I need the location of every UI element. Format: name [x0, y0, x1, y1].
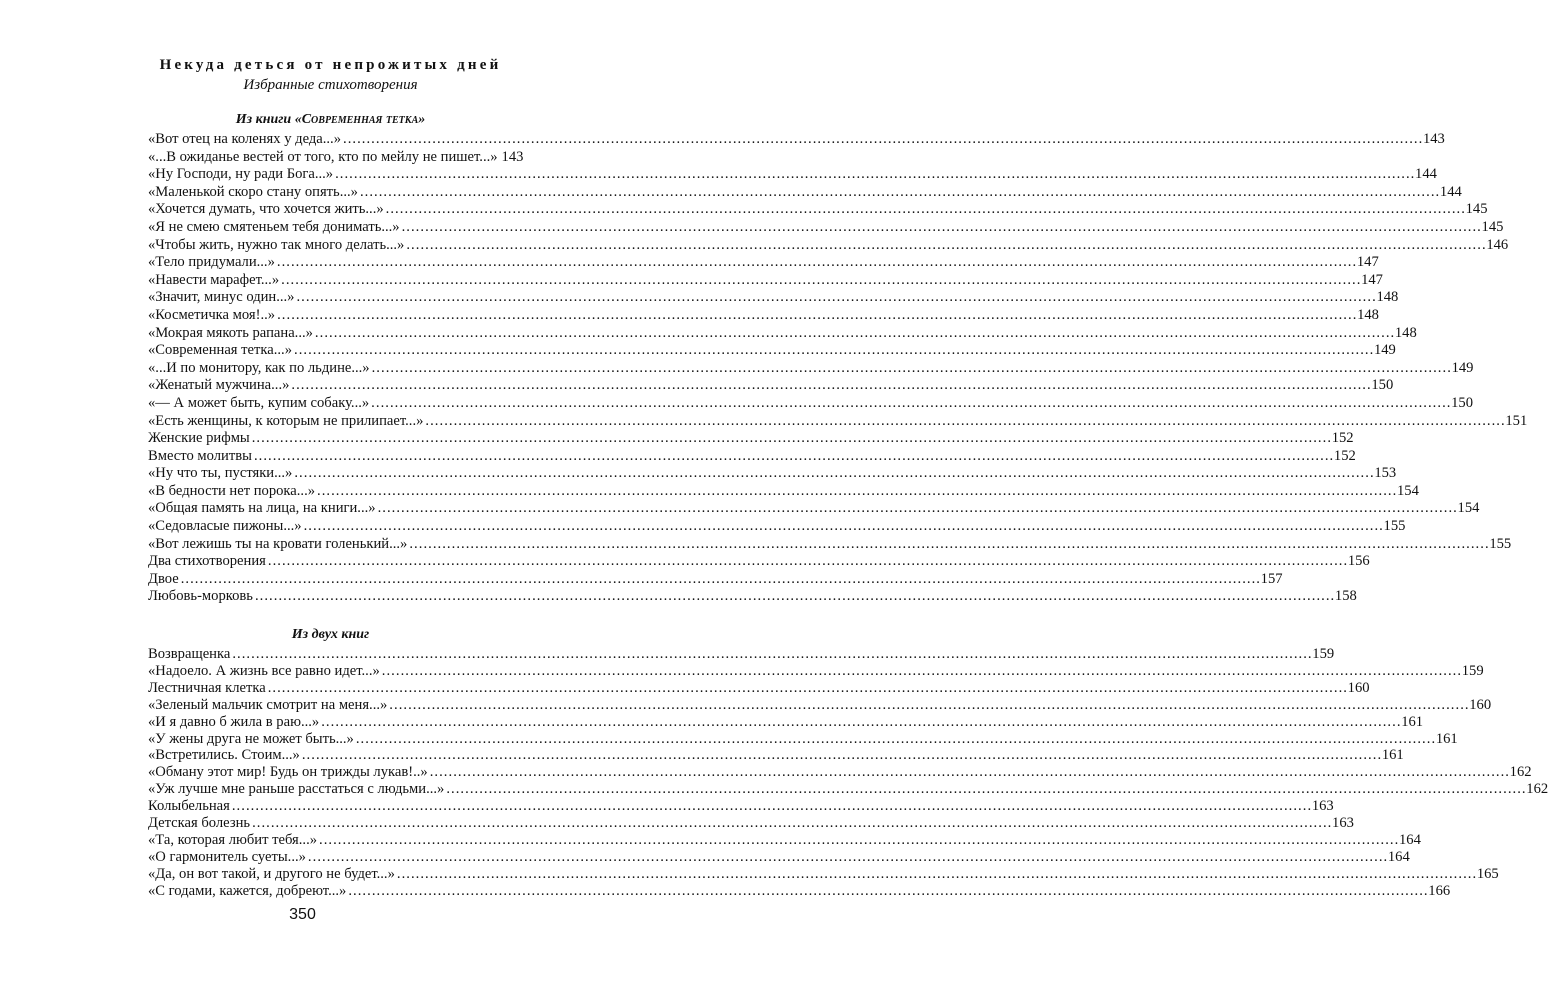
- entry-title: «Ну Господи, ну ради Бога...»: [148, 166, 334, 183]
- dot-leader: [232, 798, 1310, 815]
- toc-entry: [148, 254, 1379, 272]
- toc-entry: [148, 553, 1370, 571]
- dot-leader: [372, 360, 1450, 378]
- dot-leader: [291, 377, 1369, 395]
- entry-title: «У жены друга не может быть...»: [148, 730, 354, 747]
- entry-page: 154: [1457, 500, 1480, 517]
- entry-page: 144: [1415, 166, 1437, 183]
- entry-page: 149: [1451, 359, 1474, 376]
- entry-title: «Есть женщины, к которым не прилипает...»: [148, 412, 424, 429]
- entry-title: Любовь-морковь: [148, 588, 253, 605]
- dot-leader: [308, 849, 1386, 866]
- dot-leader: [255, 588, 1333, 606]
- entry-page: 155: [1383, 518, 1406, 535]
- dot-leader: [302, 747, 1380, 764]
- toc-entry: [148, 377, 1394, 395]
- toc-entry: [148, 166, 1437, 184]
- entry-title: «В бедности нет порока...»: [148, 482, 316, 499]
- book-title: Некуда деться от непрожитых дней: [159, 57, 502, 73]
- entry-page: 163: [1332, 815, 1354, 832]
- entry-page: 145: [1481, 218, 1504, 235]
- entry-page: 164: [1398, 832, 1421, 848]
- toc-entry: [148, 798, 1334, 815]
- entry-title: «Встретились. Стоим...»: [148, 747, 300, 764]
- entry-title: «Ну что ты, пустяки...»: [148, 465, 293, 482]
- entry-list: [148, 131, 1528, 606]
- entry-page: 152: [1333, 447, 1356, 464]
- toc-entry: [148, 236, 1509, 255]
- entry-title: «Да, он вот такой, и другого не будет...»: [148, 865, 395, 882]
- dot-leader: [277, 254, 1355, 272]
- toc-entry: [148, 646, 1335, 663]
- entry-title: «Чтобы жить, нужно так много делать...»: [148, 236, 405, 253]
- entry-title: Лестничная клетка: [148, 679, 266, 696]
- toc-entry: [148, 848, 1410, 866]
- entry-title: «Вот лежишь ты на кровати голенький...»: [148, 535, 408, 552]
- dot-leader: [315, 325, 1393, 343]
- entry-page: 147: [1356, 254, 1379, 271]
- dot-leader: [232, 646, 1310, 663]
- entry-page: 161: [1381, 747, 1404, 764]
- dot-leader: [348, 883, 1426, 900]
- dot-leader: [425, 413, 1503, 431]
- toc-entry: [148, 662, 1484, 680]
- book-subtitle: Избранные стихотворения: [243, 77, 418, 93]
- dot-leader: [382, 663, 1460, 680]
- dot-leader: [406, 237, 1484, 255]
- dot-leader: [252, 815, 1330, 832]
- entry-title: «О гармонитель суеты...»: [148, 848, 306, 865]
- dot-leader: [268, 680, 1346, 697]
- toc-entry: [148, 679, 1370, 697]
- dot-leader: [397, 866, 1475, 883]
- entry-page: 161: [1435, 730, 1458, 747]
- entry-title: «Обману этот мир! Будь он трижды лукав!..»: [148, 764, 428, 781]
- section-heading-prefix: Из книги: [235, 112, 295, 127]
- toc-entry: [148, 412, 1528, 431]
- toc-entry: [148, 482, 1419, 501]
- entry-page: 144: [1439, 183, 1462, 200]
- entry-title: Детская болезнь: [148, 815, 251, 832]
- toc-entry: [148, 696, 1492, 714]
- dot-leader: [294, 342, 1372, 360]
- toc-entry: [148, 832, 1421, 849]
- entry-page: 145: [1465, 201, 1488, 218]
- entry-title: «Навести марафет...»: [148, 271, 280, 288]
- toc-entry: [148, 747, 1404, 764]
- dot-leader: [389, 697, 1467, 714]
- entry-page: 157: [1260, 570, 1283, 587]
- entry-page: 160: [1469, 696, 1492, 713]
- toc-entry: [148, 865, 1499, 883]
- dot-leader: [371, 395, 1449, 413]
- entry-title: «— А может быть, купим собаку...»: [148, 394, 370, 411]
- entry-page: 148: [1394, 324, 1417, 341]
- entry-title: «Женатый мужчина...»: [148, 377, 290, 394]
- entry-title: «Мокрая мякоть рапана...»: [148, 324, 313, 341]
- dot-leader: [378, 500, 1456, 518]
- entry-page: 164: [1387, 848, 1410, 865]
- toc-entry: [148, 730, 1458, 748]
- toc-entry: [148, 781, 1548, 798]
- toc-entry: [148, 183, 1462, 202]
- entry-title: «Вот отец на коленях у деда...»: [148, 131, 341, 147]
- dot-leader: [254, 448, 1332, 466]
- entry-page: 156: [1347, 553, 1370, 570]
- toc-entry: [148, 394, 1474, 413]
- toc-entry: [148, 342, 1396, 360]
- page-number: 350: [289, 906, 316, 923]
- entry-title: «Тело придумали...»: [148, 254, 275, 271]
- dot-leader: [317, 483, 1395, 501]
- entry-list: [148, 646, 1548, 900]
- toc-entry: [148, 588, 1357, 606]
- entry-page: 158: [1334, 588, 1357, 605]
- dot-leader: [296, 289, 1374, 307]
- entry-page: 150: [1371, 377, 1394, 394]
- toc-entry: [148, 570, 1283, 589]
- toc-entry: [148, 148, 524, 167]
- entry-title: «...И по монитору, как по льдине...»: [148, 359, 370, 376]
- toc-entry: [148, 131, 1445, 149]
- section-heading-book: «Современная тетка»: [294, 112, 426, 127]
- entry-page: 148: [1357, 306, 1379, 323]
- entry-page: 161: [1401, 713, 1424, 730]
- toc-entry: [148, 271, 1383, 290]
- entry-page: 162: [1509, 764, 1532, 781]
- dot-leader: [252, 430, 1330, 448]
- dot-leader: [402, 219, 1480, 237]
- dot-leader: [386, 201, 1464, 219]
- entry-title: «Хочется думать, что хочется жить...»: [148, 201, 384, 218]
- toc-entry: [148, 306, 1379, 325]
- entry-title: «Современная тетка...»: [148, 342, 292, 359]
- entry-page: 148: [1376, 289, 1399, 306]
- entry-page: 160: [1347, 679, 1370, 696]
- entry-page: 143: [1422, 131, 1445, 147]
- entry-title: «Общая память на лица, на книги...»: [148, 500, 376, 517]
- dot-leader: [304, 518, 1382, 536]
- toc-entry: [148, 815, 1354, 832]
- entry-title: «С годами, кажется, добреют...»: [148, 882, 347, 899]
- entry-page: 149: [1373, 342, 1396, 359]
- dot-leader: [321, 714, 1399, 731]
- entry-title: «Седовласые пижоны...»: [148, 518, 302, 535]
- section-heading: Из двух книг: [291, 627, 370, 643]
- toc-entry: [148, 430, 1354, 448]
- toc-entry: [148, 465, 1397, 483]
- table-of-contents: [148, 55, 1548, 900]
- entry-page: 152: [1331, 430, 1354, 447]
- dot-leader: [277, 307, 1355, 325]
- entry-title: Вместо молитвы: [148, 447, 252, 464]
- toc-entry: [148, 289, 1399, 307]
- section-heading: [148, 111, 513, 129]
- entry-title: «Косметичка моя!..»: [148, 306, 276, 323]
- entry-page: 165: [1476, 865, 1499, 882]
- entry-title: Колыбельная: [148, 798, 230, 815]
- toc-entry: [148, 359, 1474, 378]
- entry-page: 147: [1361, 271, 1383, 288]
- dot-leader: [181, 571, 1259, 589]
- entry-title: Возвращенка: [148, 646, 231, 663]
- toc-entry: [148, 218, 1504, 237]
- toc-entry: [148, 447, 1356, 466]
- dot-leader: [360, 184, 1438, 202]
- dot-leader: [268, 553, 1346, 571]
- dot-leader: [294, 465, 1372, 483]
- entry-title: «Зеленый мальчик смотрит на меня...»: [148, 696, 388, 713]
- dot-leader: [409, 536, 1487, 554]
- toc-entry: [148, 764, 1532, 781]
- entry-page: 163: [1311, 798, 1334, 815]
- entry-title: «Маленькой скоро стану опять...»: [148, 183, 358, 200]
- entry-title: «И я давно б жила в раю...»: [148, 713, 320, 730]
- entry-title: «Я не смею смятеньем тебя донимать...»: [148, 218, 400, 235]
- toc-entry: [148, 201, 1488, 219]
- entry-page: 155: [1489, 535, 1512, 552]
- dot-leader: [335, 166, 1413, 184]
- entry-title: Женские рифмы: [148, 430, 250, 447]
- entry-page: 162: [1526, 781, 1548, 798]
- dot-leader: [430, 764, 1508, 781]
- entry-page: 146: [1486, 236, 1509, 253]
- entry-page: 154: [1396, 482, 1419, 499]
- toc-entry: [148, 713, 1424, 731]
- entry-title: Два стихотворения: [148, 553, 266, 570]
- toc-entry: [148, 518, 1406, 536]
- toc-entry: [148, 324, 1417, 343]
- entry-title: «Та, которая любит тебя...»: [148, 832, 318, 848]
- entry-title: «Уж лучше мне раньше расстаться с людьми...»: [148, 781, 445, 798]
- entry-title: «Надоело. А жизнь все равно идет...»: [148, 662, 380, 679]
- entry-title: Двое: [148, 570, 179, 587]
- toc-entry: [148, 500, 1480, 518]
- dot-leader: [356, 731, 1434, 748]
- entry-page: 150: [1451, 394, 1474, 411]
- entry-title: «...В ожиданье вестей от того, кто по мейлу не пишет...»: [148, 148, 498, 165]
- entry-page: 159: [1312, 646, 1335, 663]
- dot-leader: [281, 272, 1359, 290]
- entry-page: 159: [1461, 662, 1484, 679]
- toc-entry: [148, 882, 1451, 900]
- entry-page: 151: [1505, 412, 1528, 429]
- dot-leader: [343, 131, 1421, 149]
- entry-page: 153: [1374, 465, 1397, 482]
- toc-entry: [148, 535, 1512, 554]
- entry-page: 143: [501, 148, 524, 165]
- entry-page: 166: [1428, 882, 1451, 899]
- dot-leader: [446, 781, 1524, 798]
- entry-title: «Значит, минус один...»: [148, 289, 295, 306]
- dot-leader: [319, 832, 1397, 849]
